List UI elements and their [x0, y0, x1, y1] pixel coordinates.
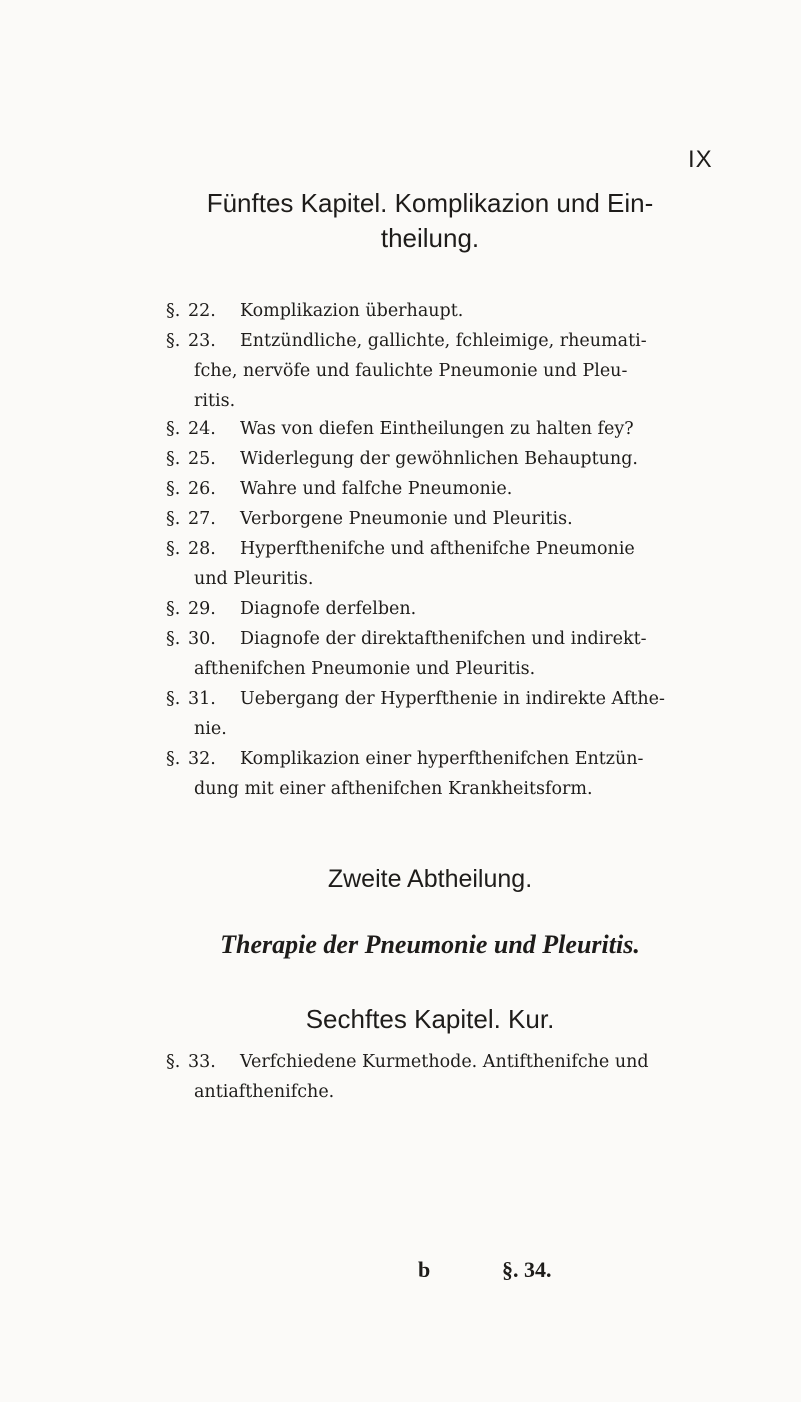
toc-entry-32	[166, 744, 726, 804]
toc-entry-25	[166, 444, 726, 474]
chapter-heading-6: Sechftes Kapitel. Kur.	[305, 1004, 555, 1034]
entry-number: 28.	[188, 539, 216, 559]
toc-entry-28	[166, 534, 726, 594]
entry-continuation: antiafthenifche.	[194, 1082, 335, 1102]
entry-para-sign: §.	[166, 509, 181, 529]
section-subtitle: Therapie der Pneumonie und Pleuritis.	[220, 930, 640, 959]
entry-para-sign: §.	[166, 599, 181, 619]
entry-number: 27.	[188, 509, 216, 529]
entry-number: 33.	[188, 1052, 216, 1072]
entry-continuation: und Pleuritis.	[194, 569, 314, 589]
entry-text: Diagnofe derfelben.	[240, 599, 417, 619]
entry-text: Uebergang der Hyperfthenie in indirekte Afthe-	[240, 689, 665, 709]
section-heading: Zweite Abtheilung.	[327, 865, 533, 893]
entry-para-sign: §.	[166, 479, 181, 499]
page-number: IX	[688, 146, 713, 173]
entry-para-sign: §.	[166, 449, 181, 469]
entry-continuation: nie.	[194, 719, 227, 739]
entry-number: 22.	[188, 301, 216, 321]
entry-para-sign: §.	[166, 539, 181, 559]
entry-number: 23.	[188, 331, 216, 351]
entry-number: 30.	[188, 629, 216, 649]
entry-number: 32.	[188, 749, 216, 769]
entry-para-sign: §.	[166, 689, 181, 709]
entry-para-sign: §.	[166, 629, 181, 649]
entry-text: Was von diefen Eintheilungen zu halten fey?	[240, 419, 634, 439]
toc-entry-33	[166, 1047, 726, 1107]
entry-text: Entzündliche, gallichte, fchleimige, rheumati-	[240, 331, 647, 351]
entry-text: Wahre und falfche Pneumonie.	[240, 479, 513, 499]
entry-para-sign: §.	[166, 301, 181, 321]
toc-entry-27	[166, 504, 726, 534]
entry-para-sign: §.	[166, 331, 181, 351]
entry-para-sign: §.	[166, 419, 181, 439]
entry-text: Komplikazion einer hyperfthenifchen Entzün-	[240, 749, 644, 769]
entry-text: Diagnofe der direktafthenifchen und indirekt-	[240, 629, 647, 649]
entry-continuation: fche, nervöfe und faulichte Pneumonie und Pleu-	[194, 361, 628, 381]
toc-entry-29	[166, 594, 726, 624]
entry-continuation: ritis.	[194, 391, 236, 411]
toc-entry-30	[166, 624, 726, 684]
catchword: §. 34.	[502, 1257, 552, 1282]
entry-text: Verfchiedene Kurmethode. Antifthenifche und	[240, 1052, 649, 1072]
toc-entry-22	[166, 296, 726, 326]
toc-entry-31	[166, 684, 726, 744]
entry-para-sign: §.	[166, 1052, 181, 1072]
entry-para-sign: §.	[166, 749, 181, 769]
entry-number: 25.	[188, 449, 216, 469]
entry-text: Verborgene Pneumonie und Pleuritis.	[240, 509, 573, 529]
chapter-heading-line1: Fünftes Kapitel. Komplikazion und Ein-	[206, 188, 654, 218]
toc-entry-26	[166, 474, 726, 504]
entry-number: 29.	[188, 599, 216, 619]
entry-number: 24.	[188, 419, 216, 439]
toc-entry-23	[166, 326, 726, 416]
toc-entry-24	[166, 414, 726, 444]
entry-continuation: afthenifchen Pneumonie und Pleuritis.	[194, 659, 536, 679]
entry-continuation: dung mit einer afthenifchen Krankheitsform.	[194, 779, 593, 799]
entry-number: 26.	[188, 479, 216, 499]
signature-mark: b	[418, 1257, 431, 1282]
chapter-heading-line2: theilung.	[380, 223, 480, 253]
entry-text: Komplikazion überhaupt.	[240, 301, 464, 321]
entry-text: Widerlegung der gewöhnlichen Behauptung.	[240, 449, 638, 469]
entry-text: Hyperfthenifche und afthenifche Pneumonie	[240, 539, 635, 559]
entry-number: 31.	[188, 689, 216, 709]
